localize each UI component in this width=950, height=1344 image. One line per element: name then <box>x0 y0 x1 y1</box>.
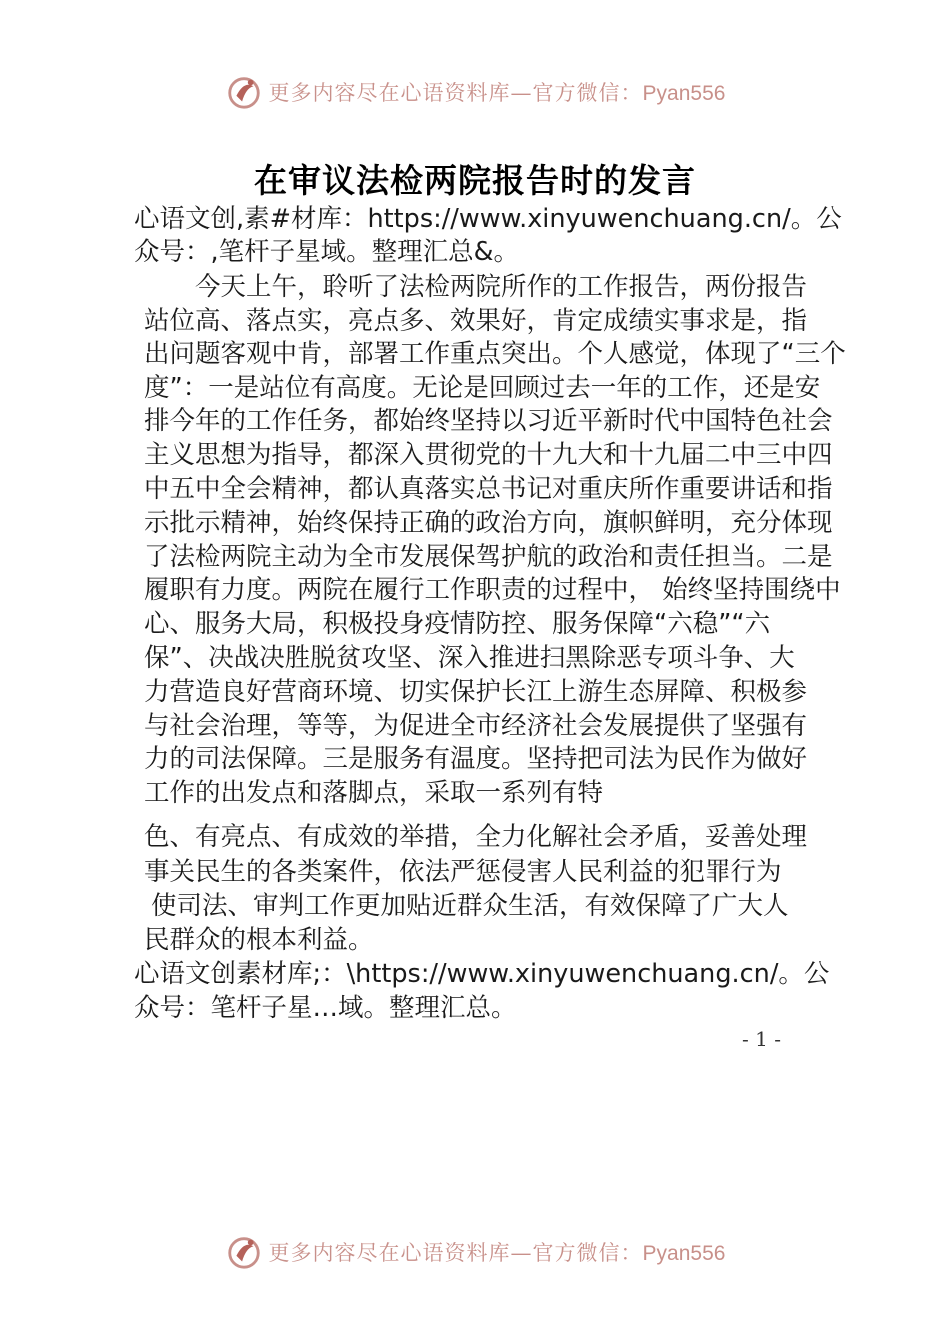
paragraph-line: 出问题客观中肯，部署工作重点突出。个人感觉，体现了“三个 <box>144 339 846 369</box>
banner-account: Pyan556 <box>642 1242 726 1265</box>
paragraph-line: 心、服务大局，积极投身疫情防控、服务保障“六稳”“六 <box>144 609 771 639</box>
source-note-line: 心语文创素材库;：\https://www.xinyuwenchuang.cn/。公 <box>134 959 830 989</box>
paragraph-line: 力的司法保障。三是服务有温度。坚持把司法为民作为做好 <box>144 744 808 774</box>
paragraph-line: 工作的出发点和落脚点，采取一系列有特 <box>144 778 604 808</box>
document-title: 在审议法检两院报告时的发言 <box>254 161 696 200</box>
paragraph-line: 站位高、落点实，亮点多、效果好，肯定成绩实事求是，指 <box>144 306 808 336</box>
header-watermark-banner <box>0 70 950 114</box>
paragraph-line: 色、有亮点、有成效的举措，全力化解社会矛盾，妥善处理 <box>144 822 808 852</box>
logo-icon <box>225 73 263 111</box>
paragraph-line: 中五中全会精神，都认真落实总书记对重庆所作重要讲话和指 <box>144 474 833 504</box>
banner-text: 更多内容尽在心语资料库—官方微信：Pyan556 <box>268 1241 726 1265</box>
logo-icon <box>225 1233 263 1271</box>
footer-watermark-banner <box>0 1230 950 1274</box>
source-note-line: 众号：,笔杆子星域。整理汇总&。 <box>134 237 519 267</box>
paragraph-line: 民群众的根本利益。 <box>144 925 374 955</box>
paragraph-line: 事关民生的各类案件，依法严惩侵害人民利益的犯罪行为 <box>144 857 782 887</box>
page-number: - 1 - <box>742 1027 781 1051</box>
paragraph-line: 了法检两院主动为全市发展保驾护航的政治和责任担当。二是 <box>144 542 833 572</box>
paragraph-line: 使司法、审判工作更加贴近群众生活，有效保障了广大人 <box>151 891 789 921</box>
paragraph-line: 与社会治理，等等，为促进全市经济社会发展提供了坚强有 <box>144 711 808 741</box>
paragraph-line: 今天上午，聆听了法检两院所作的工作报告，两份报告 <box>195 272 808 302</box>
paragraph-line: 力营造良好营商环境、切实保护长江上游生态屏障、积极参 <box>144 677 808 707</box>
banner-account: Pyan556 <box>642 82 726 105</box>
paragraph-line: 保”、决战决胜脱贫攻坚、深入推进扫黑除恶专项斗争、大 <box>144 643 795 673</box>
paragraph-line: 履职有力度。两院在履行工作职责的过程中， 始终坚持围绕中 <box>144 575 841 605</box>
source-note-line: 心语文创,素#材库：https://www.xinyuwenchuang.cn/。公 <box>134 204 842 234</box>
paragraph-line: 度”：一是站位有高度。无论是回顾过去一年的工作，还是安 <box>144 373 821 403</box>
banner-text: 更多内容尽在心语资料库—官方微信：Pyan556 <box>268 81 726 105</box>
paragraph-line: 示批示精神，始终保持正确的政治方向，旗帜鲜明，充分体现 <box>144 508 833 538</box>
paragraph-line: 排今年的工作任务，都始终坚持以习近平新时代中国特色社会 <box>144 406 833 436</box>
paragraph-line: 主义思想为指导，都深入贯彻党的十九大和十九届二中三中四 <box>144 440 833 470</box>
source-note-line: 众号：笔杆子星…域。整理汇总。 <box>134 993 517 1023</box>
